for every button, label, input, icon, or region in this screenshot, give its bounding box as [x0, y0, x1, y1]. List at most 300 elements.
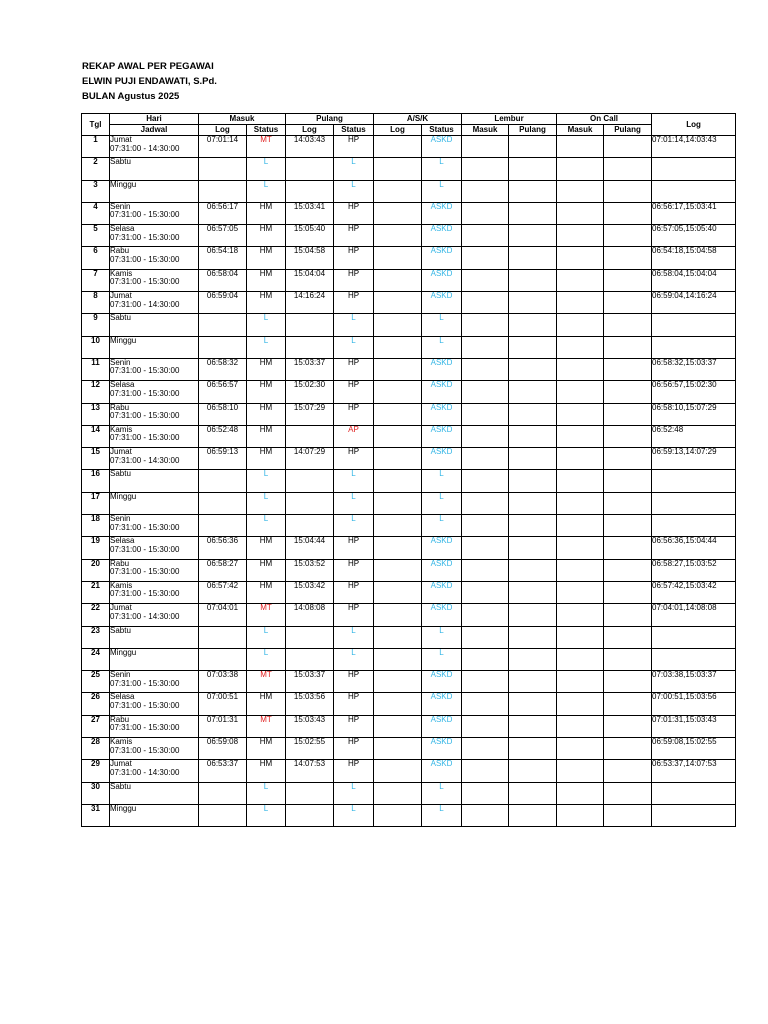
col-oncall-pulang: Pulang: [604, 125, 652, 136]
row-oncall-masuk: [557, 581, 604, 603]
row-date: 6: [82, 247, 110, 269]
row-day: [110, 136, 199, 158]
row-ask-status: ASKD: [422, 693, 462, 715]
row-lembur-pulang: [509, 604, 557, 626]
row-log: 06:59:13,14:07:29: [652, 448, 736, 470]
row-day-name: Minggu: [110, 648, 137, 657]
row-lembur-pulang: [509, 381, 557, 403]
row-day: [110, 492, 199, 514]
row-oncall-masuk: [557, 671, 604, 693]
row-schedule: 07:31:00 - 15:30:00: [110, 544, 180, 554]
row-oncall-masuk: [557, 604, 604, 626]
row-masuk-log: [199, 180, 247, 202]
row-oncall-masuk: [557, 225, 604, 247]
row-lembur-masuk: [462, 515, 509, 537]
table-row: [82, 782, 736, 804]
row-day: [110, 358, 199, 380]
row-lembur-pulang: [509, 448, 557, 470]
row-masuk-status: HM: [247, 581, 286, 603]
row-oncall-masuk: [557, 448, 604, 470]
table-row: [82, 136, 736, 158]
row-oncall-masuk: [557, 381, 604, 403]
row-oncall-pulang: [604, 626, 652, 648]
row-masuk-log: [199, 314, 247, 336]
row-day: [110, 604, 199, 626]
row-ask-status: ASKD: [422, 425, 462, 447]
row-masuk-status: HM: [247, 225, 286, 247]
row-lembur-pulang: [509, 202, 557, 224]
row-ask-status: ASKD: [422, 247, 462, 269]
row-day: [110, 247, 199, 269]
row-masuk-status: HM: [247, 358, 286, 380]
row-pulang-log: 14:07:29: [286, 448, 334, 470]
row-lembur-masuk: [462, 292, 509, 314]
row-masuk-status: L: [247, 314, 286, 336]
row-lembur-pulang: [509, 515, 557, 537]
row-schedule: 07:31:00 - 15:30:00: [110, 210, 180, 220]
row-ask-status: ASKD: [422, 581, 462, 603]
row-masuk-log: 06:54:18: [199, 247, 247, 269]
row-log: 06:53:37,14:07:53: [652, 760, 736, 782]
row-ask-log: [374, 559, 422, 581]
row-lembur-masuk: [462, 336, 509, 358]
row-masuk-log: 06:56:17: [199, 202, 247, 224]
table-row: [82, 515, 736, 537]
row-oncall-pulang: [604, 738, 652, 760]
row-pulang-status: HP: [334, 537, 374, 559]
row-masuk-log: 07:04:01: [199, 604, 247, 626]
row-pulang-log: 15:02:55: [286, 738, 334, 760]
row-log: 06:56:36,15:04:44: [652, 537, 736, 559]
table-row: [82, 671, 736, 693]
row-ask-status: ASKD: [422, 537, 462, 559]
row-lembur-masuk: [462, 269, 509, 291]
row-oncall-pulang: [604, 381, 652, 403]
row-schedule: 07:31:00 - 15:30:00: [110, 589, 180, 599]
row-ask-log: [374, 336, 422, 358]
row-oncall-pulang: [604, 425, 652, 447]
row-ask-status: ASKD: [422, 671, 462, 693]
row-ask-log: [374, 782, 422, 804]
row-pulang-log: 15:03:43: [286, 715, 334, 737]
row-masuk-status: L: [247, 180, 286, 202]
row-ask-log: [374, 537, 422, 559]
row-oncall-pulang: [604, 581, 652, 603]
row-day-name: Kamis: [110, 269, 133, 278]
row-oncall-masuk: [557, 470, 604, 492]
col-jadwal: Jadwal: [110, 125, 199, 136]
row-masuk-status: HM: [247, 738, 286, 760]
row-oncall-masuk: [557, 804, 604, 826]
row-pulang-status: HP: [334, 671, 374, 693]
row-day: [110, 425, 199, 447]
row-pulang-status: L: [334, 314, 374, 336]
row-masuk-status: L: [247, 158, 286, 180]
row-date: 28: [82, 738, 110, 760]
row-log: 06:57:42,15:03:42: [652, 581, 736, 603]
row-lembur-masuk: [462, 715, 509, 737]
row-date: 29: [82, 760, 110, 782]
row-pulang-log: [286, 492, 334, 514]
row-masuk-status: L: [247, 648, 286, 670]
row-masuk-log: 06:59:13: [199, 448, 247, 470]
table-row: [82, 804, 736, 826]
row-day: [110, 158, 199, 180]
row-ask-status: L: [422, 180, 462, 202]
row-day-name: Sabtu: [110, 313, 131, 323]
row-date: 18: [82, 515, 110, 537]
row-masuk-status: HM: [247, 760, 286, 782]
col-ask: A/S/K: [374, 114, 462, 125]
row-log: 06:59:08,15:02:55: [652, 738, 736, 760]
row-pulang-log: 15:03:37: [286, 358, 334, 380]
row-log: 06:58:04,15:04:04: [652, 269, 736, 291]
row-date: 22: [82, 604, 110, 626]
row-masuk-log: [199, 782, 247, 804]
row-oncall-pulang: [604, 559, 652, 581]
row-masuk-status: HM: [247, 403, 286, 425]
row-oncall-pulang: [604, 648, 652, 670]
row-pulang-log: 15:03:37: [286, 671, 334, 693]
col-ask-status: Status: [422, 125, 462, 136]
row-oncall-pulang: [604, 448, 652, 470]
row-pulang-status: HP: [334, 202, 374, 224]
row-day-name: Sabtu: [110, 469, 131, 479]
row-masuk-log: 06:57:05: [199, 225, 247, 247]
row-masuk-log: 06:56:57: [199, 381, 247, 403]
row-masuk-status: HM: [247, 292, 286, 314]
col-log: Log: [652, 114, 736, 136]
row-ask-log: [374, 515, 422, 537]
report-month: BULAN Agustus 2025: [82, 91, 180, 102]
table-row: [82, 715, 736, 737]
row-oncall-pulang: [604, 671, 652, 693]
row-log: 06:56:17,15:03:41: [652, 202, 736, 224]
employee-name: ELWIN PUJI ENDAWATI, S.Pd.: [82, 76, 217, 87]
table-row: [82, 604, 736, 626]
row-log: 06:52:48: [652, 425, 736, 447]
row-log: 06:58:10,15:07:29: [652, 403, 736, 425]
row-day-name: Rabu: [110, 246, 130, 256]
row-masuk-log: 06:58:10: [199, 403, 247, 425]
row-oncall-masuk: [557, 425, 604, 447]
table-row: [82, 336, 736, 358]
row-masuk-log: 06:57:42: [199, 581, 247, 603]
row-log: 06:58:32,15:03:37: [652, 358, 736, 380]
row-date: 20: [82, 559, 110, 581]
col-tgl: Tgl: [82, 114, 110, 136]
row-date: 16: [82, 470, 110, 492]
row-oncall-pulang: [604, 336, 652, 358]
row-pulang-log: 15:04:04: [286, 269, 334, 291]
row-log: [652, 648, 736, 670]
row-lembur-pulang: [509, 804, 557, 826]
row-pulang-log: 14:08:08: [286, 604, 334, 626]
row-ask-log: [374, 358, 422, 380]
row-day-name: Jumat: [110, 759, 132, 769]
row-day: [110, 470, 199, 492]
row-oncall-masuk: [557, 693, 604, 715]
row-schedule: 07:31:00 - 15:30:00: [110, 433, 180, 443]
row-masuk-log: [199, 158, 247, 180]
row-pulang-log: [286, 470, 334, 492]
report-title: REKAP AWAL PER PEGAWAI: [82, 61, 214, 72]
row-lembur-pulang: [509, 626, 557, 648]
row-pulang-status: HP: [334, 559, 374, 581]
row-pulang-status: HP: [334, 358, 374, 380]
row-date: 4: [82, 202, 110, 224]
row-lembur-pulang: [509, 336, 557, 358]
row-lembur-pulang: [509, 292, 557, 314]
row-schedule: 07:31:00 - 15:30:00: [110, 277, 180, 287]
row-lembur-pulang: [509, 492, 557, 514]
row-ask-log: [374, 381, 422, 403]
row-masuk-status: MT: [247, 604, 286, 626]
row-lembur-masuk: [462, 782, 509, 804]
row-oncall-masuk: [557, 648, 604, 670]
row-day-name: Jumat: [110, 291, 132, 301]
row-ask-log: [374, 626, 422, 648]
row-masuk-log: 06:52:48: [199, 425, 247, 447]
row-masuk-status: HM: [247, 693, 286, 715]
row-pulang-status: HP: [334, 448, 374, 470]
row-pulang-status: HP: [334, 247, 374, 269]
row-log: 07:04:01,14:08:08: [652, 604, 736, 626]
row-ask-log: [374, 247, 422, 269]
row-pulang-status: HP: [334, 136, 374, 158]
row-day: [110, 269, 199, 291]
row-lembur-pulang: [509, 269, 557, 291]
table-row: [82, 180, 736, 202]
row-oncall-pulang: [604, 225, 652, 247]
row-day: [110, 225, 199, 247]
row-oncall-pulang: [604, 760, 652, 782]
row-day-name: Sabtu: [110, 626, 131, 635]
row-pulang-status: HP: [334, 738, 374, 760]
row-pulang-status: HP: [334, 225, 374, 247]
row-ask-status: ASKD: [422, 715, 462, 737]
row-oncall-masuk: [557, 269, 604, 291]
row-masuk-status: L: [247, 336, 286, 358]
col-masuk: Masuk: [199, 114, 286, 125]
row-log: [652, 336, 736, 358]
table-row: [82, 470, 736, 492]
row-ask-status: ASKD: [422, 136, 462, 158]
table-row: [82, 403, 736, 425]
row-day-name: Kamis: [110, 581, 133, 590]
row-masuk-status: HM: [247, 381, 286, 403]
row-day-name: Jumat: [110, 135, 132, 144]
row-pulang-status: AP: [334, 425, 374, 447]
row-ask-status: ASKD: [422, 225, 462, 247]
row-masuk-status: L: [247, 470, 286, 492]
row-pulang-log: 15:05:40: [286, 225, 334, 247]
row-schedule: 07:31:00 - 15:30:00: [110, 745, 180, 755]
row-oncall-pulang: [604, 804, 652, 826]
row-ask-log: [374, 581, 422, 603]
row-log: 06:59:04,14:16:24: [652, 292, 736, 314]
row-log: 06:54:18,15:04:58: [652, 247, 736, 269]
row-day: [110, 760, 199, 782]
row-masuk-log: 07:03:38: [199, 671, 247, 693]
row-log: 07:00:51,15:03:56: [652, 693, 736, 715]
row-schedule: 07:31:00 - 15:30:00: [110, 700, 180, 710]
row-masuk-log: [199, 515, 247, 537]
row-day: [110, 626, 199, 648]
row-oncall-masuk: [557, 247, 604, 269]
row-oncall-masuk: [557, 492, 604, 514]
row-pulang-status: L: [334, 626, 374, 648]
row-pulang-status: HP: [334, 604, 374, 626]
table-row: [82, 247, 736, 269]
row-lembur-pulang: [509, 358, 557, 380]
row-masuk-status: L: [247, 782, 286, 804]
row-ask-status: L: [422, 470, 462, 492]
row-pulang-log: [286, 782, 334, 804]
row-masuk-status: HM: [247, 269, 286, 291]
row-day-name: Minggu: [110, 804, 137, 813]
row-day: [110, 738, 199, 760]
row-log: [652, 314, 736, 336]
row-log: [652, 158, 736, 180]
row-date: 7: [82, 269, 110, 291]
row-date: 24: [82, 648, 110, 670]
row-lembur-masuk: [462, 136, 509, 158]
row-lembur-pulang: [509, 247, 557, 269]
row-log: [652, 492, 736, 514]
col-pulang-status: Status: [334, 125, 374, 136]
col-hari: Hari: [110, 114, 199, 125]
table-row: [82, 648, 736, 670]
row-date: 11: [82, 358, 110, 380]
row-schedule: 07:31:00 - 14:30:00: [110, 767, 180, 777]
row-masuk-status: HM: [247, 247, 286, 269]
row-pulang-status: L: [334, 492, 374, 514]
col-oncall: On Call: [557, 114, 652, 125]
row-pulang-status: L: [334, 158, 374, 180]
table-body: [82, 136, 736, 827]
row-oncall-pulang: [604, 693, 652, 715]
row-date: 30: [82, 782, 110, 804]
row-masuk-status: HM: [247, 559, 286, 581]
table-row: [82, 559, 736, 581]
row-lembur-pulang: [509, 425, 557, 447]
row-date: 25: [82, 671, 110, 693]
row-lembur-masuk: [462, 738, 509, 760]
row-pulang-log: [286, 336, 334, 358]
row-lembur-pulang: [509, 180, 557, 202]
row-ask-status: L: [422, 515, 462, 537]
row-pulang-status: HP: [334, 760, 374, 782]
table-row: [82, 158, 736, 180]
row-date: 19: [82, 537, 110, 559]
row-ask-status: L: [422, 158, 462, 180]
row-day-name: Selasa: [110, 536, 135, 546]
row-oncall-masuk: [557, 403, 604, 425]
row-pulang-log: 14:03:43: [286, 136, 334, 158]
row-schedule: 07:31:00 - 14:30:00: [110, 611, 180, 621]
col-ask-log: Log: [374, 125, 422, 136]
row-schedule: 07:31:00 - 15:30:00: [110, 678, 180, 688]
row-oncall-masuk: [557, 738, 604, 760]
row-lembur-masuk: [462, 314, 509, 336]
row-lembur-pulang: [509, 314, 557, 336]
row-day: [110, 314, 199, 336]
table-row: [82, 760, 736, 782]
row-oncall-masuk: [557, 336, 604, 358]
row-oncall-pulang: [604, 247, 652, 269]
row-date: 27: [82, 715, 110, 737]
row-log: 07:03:38,15:03:37: [652, 671, 736, 693]
row-lembur-masuk: [462, 648, 509, 670]
row-masuk-status: L: [247, 492, 286, 514]
col-pulang-log: Log: [286, 125, 334, 136]
row-day: [110, 292, 199, 314]
row-date: 15: [82, 448, 110, 470]
row-day: [110, 715, 199, 737]
row-lembur-masuk: [462, 492, 509, 514]
row-day-name: Senin: [110, 670, 131, 680]
row-day: [110, 581, 199, 603]
row-lembur-masuk: [462, 381, 509, 403]
row-oncall-pulang: [604, 537, 652, 559]
row-lembur-masuk: [462, 760, 509, 782]
row-day-name: Sabtu: [110, 157, 131, 167]
table-row: [82, 358, 736, 380]
row-oncall-pulang: [604, 403, 652, 425]
row-date: 26: [82, 693, 110, 715]
row-oncall-pulang: [604, 292, 652, 314]
row-pulang-log: 15:03:56: [286, 693, 334, 715]
row-pulang-status: HP: [334, 581, 374, 603]
table-row: [82, 492, 736, 514]
row-schedule: 07:31:00 - 15:30:00: [110, 567, 180, 577]
row-pulang-status: L: [334, 782, 374, 804]
row-masuk-log: [199, 470, 247, 492]
table-row: [82, 425, 736, 447]
row-pulang-log: [286, 180, 334, 202]
row-ask-status: ASKD: [422, 760, 462, 782]
row-ask-log: [374, 648, 422, 670]
row-oncall-masuk: [557, 715, 604, 737]
row-ask-status: ASKD: [422, 202, 462, 224]
table-row: [82, 314, 736, 336]
row-day-name: Senin: [110, 202, 131, 211]
col-masuk-log: Log: [199, 125, 247, 136]
row-pulang-log: 15:03:52: [286, 559, 334, 581]
row-lembur-masuk: [462, 581, 509, 603]
table-row: [82, 225, 736, 247]
row-masuk-status: L: [247, 626, 286, 648]
row-lembur-masuk: [462, 158, 509, 180]
row-lembur-pulang: [509, 738, 557, 760]
row-oncall-masuk: [557, 515, 604, 537]
row-pulang-status: HP: [334, 292, 374, 314]
row-lembur-pulang: [509, 648, 557, 670]
row-pulang-status: L: [334, 470, 374, 492]
row-oncall-masuk: [557, 292, 604, 314]
row-pulang-log: 15:03:41: [286, 202, 334, 224]
row-masuk-log: 06:58:32: [199, 358, 247, 380]
table-row: [82, 581, 736, 603]
row-ask-log: [374, 136, 422, 158]
row-masuk-status: HM: [247, 537, 286, 559]
row-pulang-status: HP: [334, 269, 374, 291]
row-lembur-masuk: [462, 626, 509, 648]
row-log: 06:58:27,15:03:52: [652, 559, 736, 581]
row-lembur-pulang: [509, 760, 557, 782]
row-date: 2: [82, 158, 110, 180]
